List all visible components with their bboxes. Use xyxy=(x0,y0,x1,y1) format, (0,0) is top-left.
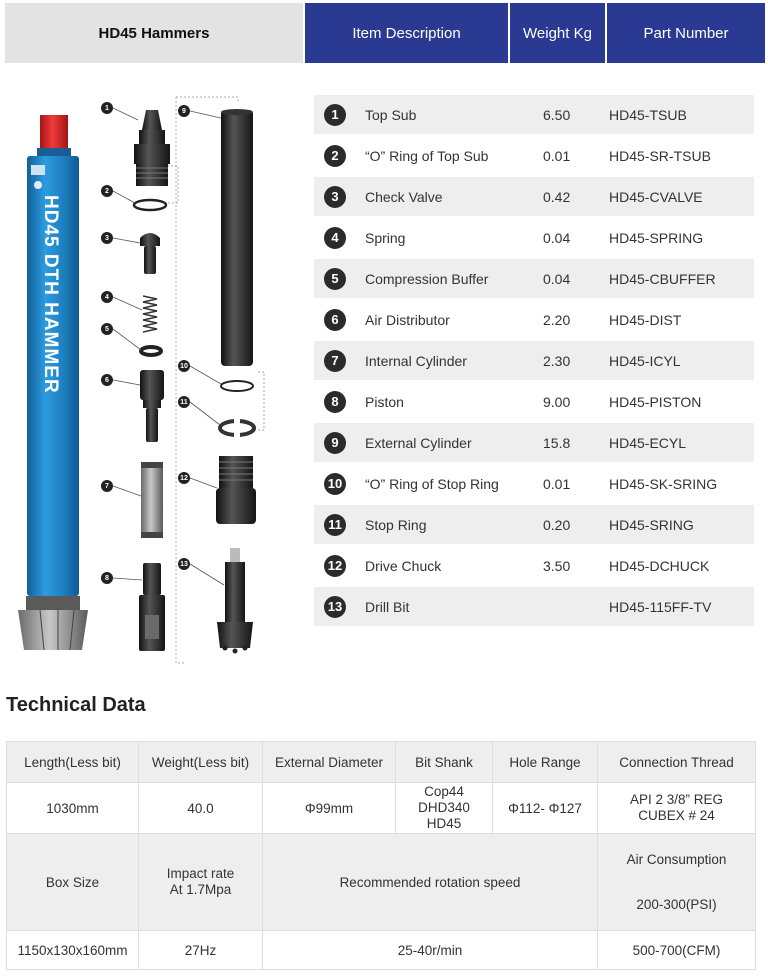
part-number-badge: 4 xyxy=(324,227,346,249)
part-description: Internal Cylinder xyxy=(365,352,467,369)
part-12-drive-chuck xyxy=(216,456,256,524)
part-weight: 0.04 xyxy=(543,229,571,246)
part-number-badge: 11 xyxy=(324,514,346,536)
cell-box-size-header: Box Size xyxy=(7,834,139,931)
cell-impact-value: 27Hz xyxy=(139,931,263,970)
callout-1: 1 xyxy=(101,102,113,114)
red-top-cap xyxy=(40,115,68,150)
table-row xyxy=(7,742,756,783)
part-description: Check Valve xyxy=(365,188,443,205)
callout-2: 2 xyxy=(101,185,113,197)
cell-shank-value xyxy=(396,783,493,834)
callout-10: 10 xyxy=(178,360,190,372)
part-1-top-sub xyxy=(134,110,170,186)
callout-12: 12 xyxy=(178,472,190,484)
part-weight: 2.30 xyxy=(543,352,571,369)
part-row-8 xyxy=(314,382,754,421)
cell-hole-header: Hole Range xyxy=(493,742,598,783)
cell-diameter-value: Φ99mm xyxy=(263,783,396,834)
part-weight: 6.50 xyxy=(543,106,571,123)
callout-3: 3 xyxy=(101,232,113,244)
part-description: “O” Ring of Stop Ring xyxy=(365,475,499,492)
part-description: Top Sub xyxy=(365,106,417,123)
part-description: Stop Ring xyxy=(365,516,427,533)
part-code: HD45-DCHUCK xyxy=(609,557,710,574)
part-number-badge: 2 xyxy=(324,145,346,167)
part-description: Spring xyxy=(365,229,406,246)
callout-7: 7 xyxy=(101,480,113,492)
hammer-illustration xyxy=(0,0,310,680)
cell-rotation-value: 25-40r/min xyxy=(263,931,598,970)
part-row-11 xyxy=(314,505,754,544)
part-row-7 xyxy=(314,341,754,380)
cell-thread-header: Connection Thread xyxy=(598,742,756,783)
part-code: HD45-ICYL xyxy=(609,352,681,369)
part-row-13 xyxy=(314,587,754,626)
part-weight: 0.01 xyxy=(543,475,571,492)
part-code: HD45-ECYL xyxy=(609,434,687,451)
part-10-o-ring xyxy=(221,381,253,391)
part-description: “O” Ring of Top Sub xyxy=(365,147,489,164)
callout-11: 11 xyxy=(178,396,190,408)
part-weight: 0.42 xyxy=(543,188,571,205)
part-code: HD45-CBUFFER xyxy=(609,270,716,287)
part-5-buffer xyxy=(141,347,161,355)
callout-8: 8 xyxy=(101,572,113,584)
callout-5: 5 xyxy=(101,323,113,335)
part-code: HD45-SK-SRING xyxy=(609,475,718,492)
assembled-hammer xyxy=(18,115,88,650)
table-row xyxy=(7,783,756,834)
part-4-spring xyxy=(143,296,157,332)
part-weight: 0.01 xyxy=(543,147,571,164)
air-consumption-label: Air Consumption xyxy=(626,851,727,867)
part-number-badge: 5 xyxy=(324,268,346,290)
cell-weight-header: Weight(Less bit) xyxy=(139,742,263,783)
part-number-badge: 13 xyxy=(324,596,346,618)
cell-shank-header: Bit Shank xyxy=(396,742,493,783)
part-weight: 0.04 xyxy=(543,270,571,287)
part-9-external-cylinder xyxy=(221,109,253,366)
part-description: Piston xyxy=(365,393,404,410)
hammer-label: HD45 DTH HAMMER xyxy=(40,195,61,394)
cell-air-consumption xyxy=(598,834,756,931)
header-weight: Weight Kg xyxy=(510,3,605,63)
thread-line: API 2 3/8” REG xyxy=(629,792,724,807)
shank-line: DHD340 xyxy=(418,800,470,815)
part-7-internal-cylinder xyxy=(141,462,163,538)
part-8-piston xyxy=(139,563,165,651)
cell-box-size-value: 1150x130x160mm xyxy=(7,931,139,970)
part-code: HD45-TSUB xyxy=(609,106,687,123)
cell-diameter-header: External Diameter xyxy=(263,742,396,783)
cell-rotation-header: Recommended rotation speed xyxy=(263,834,598,931)
thread-line: CUBEX # 24 xyxy=(638,808,715,823)
callout-9: 9 xyxy=(178,105,190,117)
cell-air-cfm: 500-700(CFM) xyxy=(598,931,756,970)
header-item-description: Item Description xyxy=(305,3,508,63)
part-2-o-ring xyxy=(134,200,166,210)
part-code: HD45-DIST xyxy=(609,311,682,328)
cell-thread-value xyxy=(598,783,756,834)
callout-6: 6 xyxy=(101,374,113,386)
part-row-5 xyxy=(314,259,754,298)
header-part-number: Part Number xyxy=(607,3,765,63)
parts-list xyxy=(314,95,754,628)
part-number-badge: 10 xyxy=(324,473,346,495)
cell-weight-value: 40.0 xyxy=(139,783,263,834)
callout-4: 4 xyxy=(101,291,113,303)
technical-data-title: Technical Data xyxy=(6,694,146,716)
part-row-9 xyxy=(314,423,754,462)
part-description: Drive Chuck xyxy=(365,557,442,574)
part-11-stop-ring xyxy=(220,418,254,438)
cell-length-header: Length(Less bit) xyxy=(7,742,139,783)
technical-data-table xyxy=(6,741,756,970)
part-code: HD45-SR-TSUB xyxy=(609,147,711,164)
part-row-1 xyxy=(314,95,754,134)
part-13-drill-bit xyxy=(217,548,253,654)
shank-line: HD45 xyxy=(426,816,462,831)
cell-hole-value: Φ112- Φ127 xyxy=(493,783,598,834)
part-code: HD45-CVALVE xyxy=(609,188,703,205)
part-description: Drill Bit xyxy=(365,598,410,615)
part-number-badge: 6 xyxy=(324,309,346,331)
impact-line: At 1.7Mpa xyxy=(169,882,232,897)
cell-impact-header xyxy=(139,834,263,931)
header-title: HD45 Hammers xyxy=(5,3,303,63)
part-number-badge: 3 xyxy=(324,186,346,208)
part-weight: 0.20 xyxy=(543,516,571,533)
part-description: Compression Buffer xyxy=(365,270,489,287)
shank-line: Cop44 xyxy=(424,784,464,799)
part-weight: 9.00 xyxy=(543,393,571,410)
part-row-2 xyxy=(314,136,754,175)
table-row xyxy=(7,834,756,931)
part-number-badge: 7 xyxy=(324,350,346,372)
part-weight: 15.8 xyxy=(543,434,571,451)
part-code: HD45-SRING xyxy=(609,516,694,533)
part-code: HD45-PISTON xyxy=(609,393,702,410)
part-row-6 xyxy=(314,300,754,339)
air-psi: 200-300(PSI) xyxy=(636,896,717,912)
part-code: HD45-115FF-TV xyxy=(609,598,712,615)
part-row-4 xyxy=(314,218,754,257)
callout-13: 13 xyxy=(178,558,190,570)
cell-length-value: 1030mm xyxy=(7,783,139,834)
table-row xyxy=(7,931,756,970)
part-number-badge: 9 xyxy=(324,432,346,454)
part-weight: 2.20 xyxy=(543,311,571,328)
part-description: External Cylinder xyxy=(365,434,472,451)
part-number-badge: 8 xyxy=(324,391,346,413)
part-row-3 xyxy=(314,177,754,216)
part-weight: 3.50 xyxy=(543,557,571,574)
part-row-10 xyxy=(314,464,754,503)
part-number-badge: 1 xyxy=(324,104,346,126)
part-3-check-valve xyxy=(140,233,160,274)
part-row-12 xyxy=(314,546,754,585)
part-description: Air Distributor xyxy=(365,311,450,328)
part-number-badge: 12 xyxy=(324,555,346,577)
part-code: HD45-SPRING xyxy=(609,229,704,246)
part-6-air-distributor xyxy=(140,370,164,442)
impact-line: Impact rate xyxy=(166,866,235,881)
